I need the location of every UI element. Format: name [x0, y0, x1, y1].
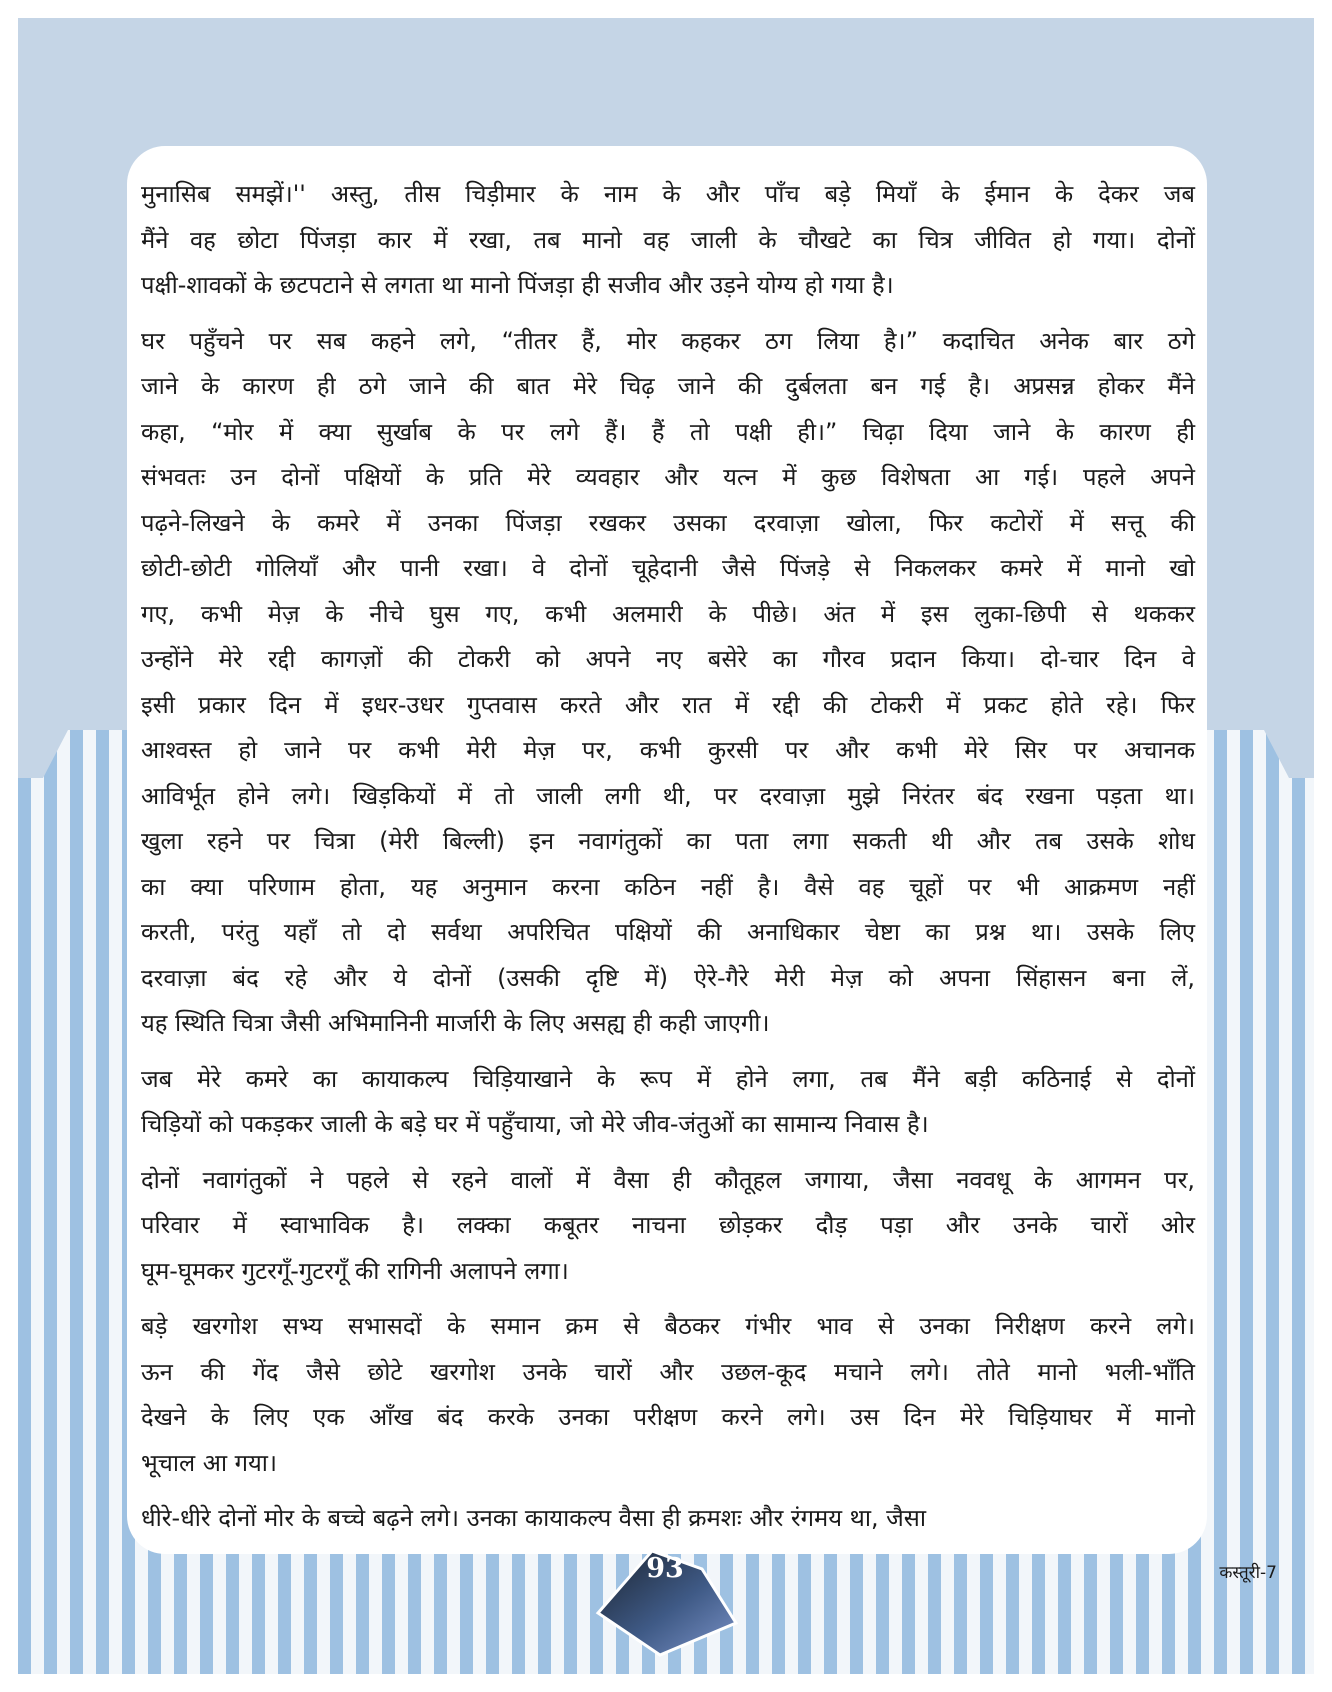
- text-line: घर पहुँचने पर सब कहने लगे, “तीतर हैं, मोर कहकर ठग लिया है।” कदाचित अनेक बार ठगे: [141, 326, 1195, 355]
- text-line: उन्होंने मेरे रद्दी कागज़ों की टोकरी को अपने नए बसेरे का गौरव प्रदान किया। दो-चार दिन वे: [141, 645, 1195, 673]
- text-line: गए, कभी मेज़ के नीचे घुस गए, कभी अलमारी के पीछे। अंत में इस लुका-छिपी से थककर: [141, 599, 1195, 628]
- text-line: जाने के कारण ही ठगे जाने की बात मेरे चिढ़ जाने की दुर्बलता बन गई है। अप्रसन्न होकर मैंने: [141, 372, 1195, 400]
- text-line: संभवतः उन दोनों पक्षियों के प्रति मेरे व्यवहार और यत्न में कुछ विशेषता आ गई। पहले अपने: [141, 463, 1195, 491]
- text-card: [127, 146, 1207, 1554]
- text-line: आश्वस्त हो जाने पर कभी मेरी मेज़ पर, कभी कुरसी पर और कभी मेरे सिर पर अचानक: [141, 736, 1195, 764]
- text-line: आविर्भूत होने लगे। खिड़कियों में तो जाली लगी थी, पर दरवाज़ा मुझे निरंतर बंद रखना पड़ता था।: [141, 781, 1195, 810]
- text-line: छोटी-छोटी गोलियाँ और पानी रखा। वे दोनों चूहेदानी जैसे पिंजड़े से निकलकर कमरे में मानो खो: [141, 554, 1195, 582]
- text-line: धीरे-धीरे दोनों मोर के बच्चे बढ़ने लगे। उनका कायाकल्प वैसा ही क्रमशः और रंगमय था, जैसा: [141, 1504, 927, 1532]
- text-line: ऊन की गेंद जैसे छोटे खरगोश उनके चारों और उछल-कूद मचाने लगे। तोते मानो भली-भाँति: [141, 1357, 1195, 1386]
- text-line: कहा, “मोर में क्या सुर्खाब के पर लगे हैं। हैं तो पक्षी ही।” चिढ़ा दिया जाने के कारण ही: [141, 417, 1195, 446]
- paragraph: [141, 1057, 1195, 1148]
- text-line: करती, परंतु यहाँ तो दो सर्वथा अपरिचित पक्षियों की अनाधिकार चेष्टा का प्रश्न था। उसके लिए: [141, 918, 1195, 946]
- text-line: मुनासिब समझें।'' अस्तु, तीस चिड़ीमार के नाम के और पाँच बड़े मियाँ के ईमान के देकर जब: [141, 180, 1195, 208]
- text-line: इसी प्रकार दिन में इधर-उधर गुप्तवास करते और रात में रद्दी की टोकरी में प्रकट होते रहे। फिर: [141, 690, 1195, 719]
- text-line: का क्या परिणाम होता, यह अनुमान करना कठिन नहीं है। वैसे वह चूहों पर भी आक्रमण नहीं: [141, 872, 1195, 901]
- text-line: खुला रहने पर चित्रा (मेरी बिल्ली) इन नवागंतुकों का पता लगा सकती थी और तब उसके शोध: [141, 827, 1195, 855]
- page-number: 93: [646, 1553, 684, 1584]
- text-line: चिड़ियों को पकड़कर जाली के बड़े घर में पहुँचाया, जो मेरे जीव-जंतुओं का सामान्य निवास है।: [141, 1110, 929, 1138]
- text-line: दरवाज़ा बंद रहे और ये दोनों (उसकी दृष्टि में) ऐरे-गैरे मेरी मेज़ को अपना सिंहासन बना लें,: [141, 963, 1195, 992]
- paragraph: [141, 1158, 1195, 1295]
- paragraph: [141, 319, 1195, 1047]
- text-line: यह स्थिति चित्रा जैसी अभिमानिनी मार्जारी के लिए असह्य ही कही जाएगी।: [141, 1009, 770, 1037]
- text-line: मैंने वह छोटा पिंजड़ा कार में रखा, तब मानो वह जाली के चौखटे का चित्र जीवित हो गया। दोनों: [141, 225, 1195, 254]
- paragraph: [141, 172, 1195, 309]
- paragraph: [141, 1304, 1195, 1486]
- text-line: घूम-घूमकर गुटरगूँ-गुटरगूँ की रागिनी अलापने लगा।: [141, 1256, 569, 1285]
- text-line: देखने के लिए एक आँख बंद करके उनका परीक्षण करने लगे। उस दिन मेरे चिड़ियाघर में मानो: [141, 1403, 1195, 1431]
- text-line: बड़े खरगोश सभ्य सभासदों के समान क्रम से बैठकर गंभीर भाव से उनका निरीक्षण करने लगे।: [141, 1312, 1195, 1340]
- text-line: जब मेरे कमरे का कायाकल्प चिड़ियाखाने के रूप में होने लगा, तब मैंने बड़ी कठिनाई से दोनों: [141, 1064, 1195, 1093]
- text-line: पक्षी-शावकों के छटपटाने से लगता था मानो पिंजड़ा ही सजीव और उड़ने योग्य हो गया है।: [141, 271, 894, 299]
- text-line: परिवार में स्वाभाविक है। लक्का कबूतर नाचना छोड़कर दौड़ पड़ा और उनके चारों ओर: [141, 1211, 1195, 1239]
- text-line: भूचाल आ गया।: [141, 1448, 277, 1477]
- text-line: दोनों नवागंतुकों ने पहले से रहने वालों में वैसा ही कौतूहल जगाया, जैसा नववधू के आगमन पर,: [141, 1165, 1195, 1194]
- paragraph: [141, 1496, 1195, 1542]
- book-label: कस्तूरी-7: [1219, 1563, 1277, 1583]
- text-line: पढ़ने-लिखने के कमरे में उनका पिंजड़ा रखकर उसका दरवाज़ा खोला, फिर कटोरों में सत्तू की: [141, 508, 1195, 537]
